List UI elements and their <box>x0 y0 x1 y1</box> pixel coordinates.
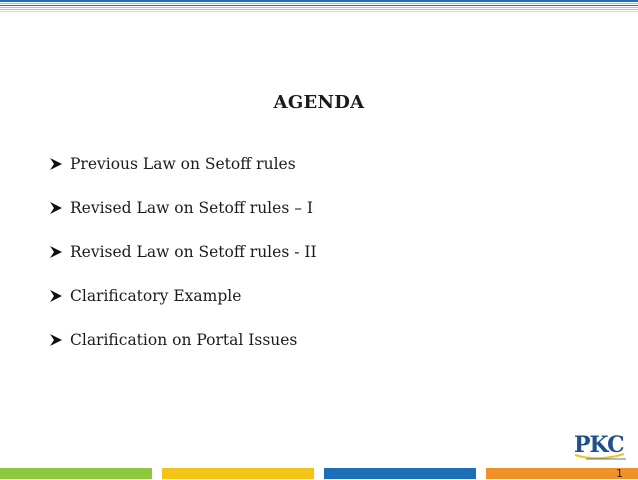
top-stripes <box>0 0 638 14</box>
agenda-item-label: Revised Law on Setoff rules – I <box>70 199 313 217</box>
footer-bar-green <box>0 468 152 479</box>
agenda-list <box>48 154 317 374</box>
agenda-item-label: Previous Law on Setoff rules <box>70 155 296 173</box>
agenda-item <box>48 154 317 174</box>
page-number: 1 <box>616 467 623 480</box>
logo-swoosh-icon <box>572 432 628 466</box>
arrowhead-bullet-icon <box>48 288 64 304</box>
agenda-item-label: Clarificatory Example <box>70 287 242 305</box>
agenda-item <box>48 330 317 350</box>
company-logo <box>572 432 628 466</box>
slide-title-text: AGENDA <box>273 92 365 113</box>
arrowhead-bullet-icon <box>48 200 64 216</box>
agenda-item <box>48 198 317 218</box>
top-stripe-6 <box>0 11 638 12</box>
footer-bar-blue <box>324 468 476 479</box>
top-stripe-2 <box>0 3 638 4</box>
agenda-item <box>48 242 317 262</box>
arrowhead-bullet-icon <box>48 332 64 348</box>
agenda-item-label: Revised Law on Setoff rules - II <box>70 243 317 261</box>
top-stripe-5 <box>0 9 638 10</box>
agenda-item-label: Clarification on Portal Issues <box>70 331 298 349</box>
arrowhead-bullet-icon <box>48 156 64 172</box>
top-stripe-1 <box>0 0 638 2</box>
top-stripe-4 <box>0 7 638 8</box>
agenda-item <box>48 286 317 306</box>
arrowhead-bullet-icon <box>48 244 64 260</box>
top-stripe-3 <box>0 5 638 6</box>
slide-title <box>0 92 638 113</box>
logo-text: PKC <box>574 432 624 458</box>
footer-bar-yellow <box>162 468 314 479</box>
